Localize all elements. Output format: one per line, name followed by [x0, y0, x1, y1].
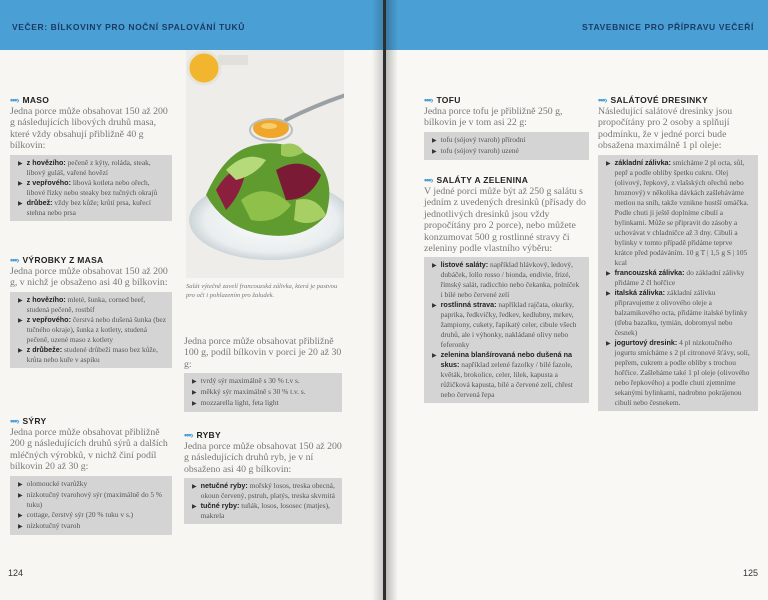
section-maso: [10, 95, 172, 221]
section-title: SALÁTOVÉ DRESINKY: [610, 95, 708, 105]
list-item: ▶ mozzarella light, feta light: [192, 398, 279, 408]
section-ryby: [184, 430, 342, 524]
section-list-box: [184, 373, 342, 412]
arrow-icon: •••›: [10, 416, 19, 426]
section-title: SALÁTY A ZELENINA: [436, 175, 529, 185]
section-syry: [10, 416, 172, 535]
section-list-box: [10, 155, 172, 221]
list-item: ▶ nízkotučný tvaroh: [18, 520, 81, 530]
section-list-box: [10, 292, 172, 368]
list-item: ▶ měkký sýr maximálně s 30 % t.v. s.: [192, 387, 306, 397]
section-list-box: [184, 478, 342, 524]
list-item: ▶ italská zálivka: základní zálivku připravujeme z olivového oleje a balzamikového octa, přidáme italské bylinky (třeba bazalku, tymián, dobromysl nebo česnek): [606, 287, 748, 337]
section-list-box: [424, 257, 589, 403]
section-title: VÝROBKY Z MASA: [22, 255, 104, 265]
arrow-icon: •••›: [184, 430, 193, 440]
list-item: ▶ zelenina blanšírovaná nebo dušená na skus: například zelené fazolky / bílé fazole, květák, brokolice, celer, lilek, kapusta a růžičková kapusta, bílé a červené zelí, chřest nebo červená řepa: [432, 350, 573, 400]
arrow-icon: •••›: [598, 95, 607, 105]
section-title: TOFU: [436, 95, 461, 105]
section-text: V jedné porci může být až 250 g salátu s jedním z uvedených dresinků (přísady do jednotlivých dresinků jsou vždy propočítány pro 2 porce), nebo můžete konzumovat 500 g rostlinné stravy či zeleniny podle vlastního výběru:: [424, 186, 586, 255]
list-item: ▶ tvrdý sýr maximálně s 30 % t.v s.: [192, 376, 300, 386]
section-text: Jedna porce může obsahovat přibližně 200 g následujících druhů sýrů a dalších mléčných výrobků, v nichž činí podíl bílkovin 20 až 30 g:: [10, 427, 168, 473]
right-page: [386, 0, 768, 600]
list-item: ▶ základní zálivka: smícháme 2 pl octa, sůl, pepř a podle obliby špetku cukru. Olej (olivový, řepkový, z vlašských ořechů nebo hroznový) v několika dávkách zašleháváme metlou na sníh, takže vznikne hustší omáčka. Podle chuti ji ještě doplníme cibulí a bylinkami. Může se připravit do zásoby a uchovávat v chladničce až 3 dny. Cibuli a bylinky v tomto případě přidáme teprve krátce před podáváním. 10 g T | 1,5 g S | 105 kcal: [606, 157, 749, 267]
list-item: ▶ netučné ryby: mořský losos, treska obecná, okoun červený, pstruh, platýs, treska skvrnitá: [192, 481, 335, 501]
section-text: Jedna porce tofu je přibližně 250 g, bílkovin je v tom asi 22 g:: [424, 106, 563, 129]
section-text: Jedna porce může obsahovat 150 až 200 g následujících libových druhů masa, které vždy obsahují přibližně 40 g bílkovin:: [10, 106, 168, 152]
list-item: ▶ tučné ryby: tuňák, losos, lososec (matjes), makrela: [192, 501, 330, 521]
section-title: MASO: [22, 95, 50, 105]
list-item: ▶ cottage, čerstvý sýr (20 % tuku v s.): [18, 509, 134, 519]
list-item: ▶ listové saláty: například hlávkový, ledový, dubáček, lollo rosso / bionda, endivie, frizé, římský salát, radicchio nebo čekanka, polníček i bílé nebo červené zelí: [432, 260, 580, 300]
arrow-icon: •••›: [424, 175, 433, 185]
right-page-header: [386, 0, 768, 50]
page-number: 125: [742, 568, 758, 578]
right-header-title: STAVEBNICE PRO PŘÍPRAVU VEČEŘÍ: [582, 22, 754, 32]
section-title: RYBY: [196, 430, 221, 440]
section-title: SÝRY: [22, 416, 47, 426]
section-text: Jedna porce může obsahovat přibližně 100 g, podíl bílkovin v porci je 20 až 30 g:: [184, 336, 342, 370]
section-salaty: [424, 175, 589, 403]
page-number: 124: [8, 568, 24, 578]
section-tofu: [424, 95, 589, 160]
list-item: ▶ jogurtový dresink: 4 pl nízkotučného jogurtu smícháme s 2 pl citronové šťávy, solí, pepřem, cukrem a podle obliby s trochou hořčice. Zašleháme také 1 pl oleje (olivového nebo řepkového) a podle chuti zjemníme sekanými bylinkami, nadrobno pokrájenou cibulí nebo česnekem.: [606, 337, 750, 407]
list-item: ▶ z drůbeže: studené drůbeží maso bez kůže, krůta nebo kuře v aspiku: [18, 344, 158, 364]
section-list-box: [424, 132, 589, 160]
list-item: ▶ nízkotučný tvarohový sýr (maximálně do 5 % tuku): [18, 489, 163, 509]
left-header-title: VEČER: BÍLKOVINY PRO NOČNÍ SPALOVÁNÍ TUKŮ: [12, 22, 246, 32]
salad-photo: [186, 50, 344, 278]
section-text: Jedna porce může obsahovat 150 až 200 g, v nichž je obsaženo asi 40 g bílkovin:: [10, 266, 168, 289]
list-item: ▶ tofu (sójový tvaroh) přírodní: [432, 134, 526, 144]
section-text: Následující salátové dresinky jsou propočítány pro 2 osoby a splňují podmínku, že v jedné porci bude obsažena maximálně 1 pl oleje:: [598, 106, 733, 152]
list-item: ▶ z hovězího: pečeně z kýty, roláda, steak, libový guláš, vařené hovězí: [18, 157, 151, 177]
arrow-icon: •••›: [424, 95, 433, 105]
section-list-box: [598, 155, 758, 411]
section-list-box: [10, 476, 172, 535]
salad-image: [186, 50, 344, 278]
list-item: ▶ z vepřového: libová kotleta nebo ořech, libové řízky nebo steaky bez tučných okrajů: [18, 177, 158, 197]
section-text: Jedna porce může obsahovat 150 až 200 g následujících druhů ryb, je v ní obsaženo asi 40 g bílkovin:: [184, 441, 342, 475]
left-page-header: [0, 0, 383, 50]
arrow-icon: •••›: [10, 255, 19, 265]
section-tvrde-syry: [184, 335, 342, 412]
list-item: ▶ drůbež: vždy bez kůže; krůtí prsa, kuřecí stehna nebo prsa: [18, 197, 151, 217]
photo-caption: Salát výtečně zavelí francouzská zálivka, která je pastvou pro oči i pohlazením pro žaludek.: [186, 283, 338, 299]
left-page: [0, 0, 383, 600]
section-dresinky: [598, 95, 758, 411]
list-item: ▶ francouzská zálivka: do základní zálivky přidáme 2 čl hořčice: [606, 267, 745, 287]
arrow-icon: •••›: [10, 95, 19, 105]
list-item: ▶ z vepřového: čerstvá nebo dušená šunka (bez tučného okraje), šunka z kotlety, studená pečeně, uzené maso z kotlety: [18, 314, 166, 344]
list-item: ▶ tofu (sójový tvaroh) uzené: [432, 145, 519, 155]
list-item: ▶ olomoucké tvarůžky: [18, 478, 88, 488]
list-item: ▶ z hovězího: mleté, šunka, corned beef, studená pečeně, rostbíf: [18, 294, 146, 314]
section-vyrobky-z-masa: [10, 255, 172, 368]
list-item: ▶ rostlinná strava: například rajčata, okurky, paprika, ředkvičky, ředkev, kedlubny, mrkev, žampiony, cukety, řapíkatý celer, cibule všech druhů, ale i výhonky, nakládané olivy nebo feferonky: [432, 300, 577, 350]
